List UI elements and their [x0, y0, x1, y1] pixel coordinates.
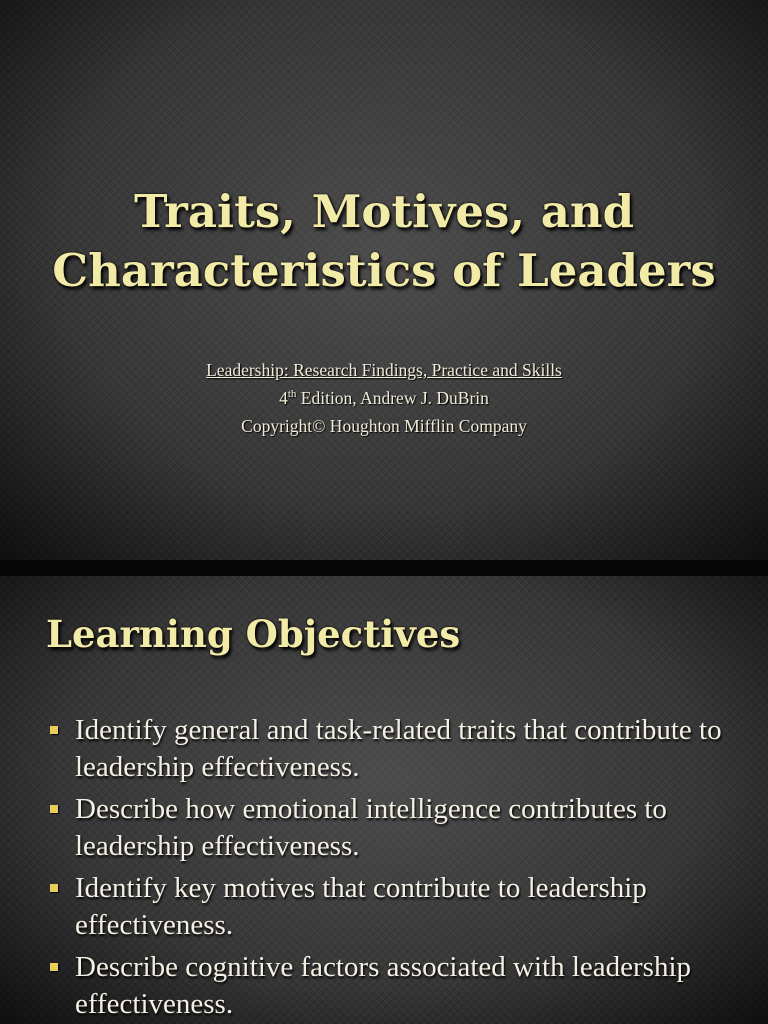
edition-superscript: th [287, 388, 297, 401]
slide-subtitle [0, 356, 768, 440]
objective-text: Describe cognitive factors associated with leadership effectiveness. [75, 951, 692, 1020]
objectives-list [46, 712, 746, 1024]
objective-item [46, 870, 746, 944]
objective-item [46, 791, 746, 865]
square-bullet-icon [50, 726, 58, 734]
objectives-slide [0, 576, 768, 1024]
objective-text: Identify general and task-related traits that contribute to leadership effectiveness. [75, 714, 722, 783]
objective-text: Identify key motives that contribute to leadership effectiveness. [75, 872, 647, 941]
edition-author: Edition, Andrew J. DuBrin [296, 388, 489, 408]
slide-title [0, 182, 768, 300]
objectives-title: Learning Objectives [46, 612, 461, 656]
objective-text: Describe how emotional intelligence contributes to leadership effectiveness. [75, 793, 667, 862]
copyright-line: Copyright© Houghton Mifflin Company [241, 416, 527, 436]
book-title: Leadership: Research Findings, Practice and Skills [206, 360, 562, 380]
slide-title-line-2: Characteristics of Leaders [52, 244, 716, 297]
objective-item [46, 949, 746, 1023]
square-bullet-icon [50, 884, 58, 892]
objective-item [46, 712, 746, 786]
slide-title-line-1: Traits, Motives, and [133, 185, 635, 238]
edition-line [0, 384, 768, 412]
slide-separator [0, 560, 768, 576]
square-bullet-icon [50, 805, 58, 813]
edition-number: 4 [279, 388, 288, 408]
square-bullet-icon [50, 963, 58, 971]
